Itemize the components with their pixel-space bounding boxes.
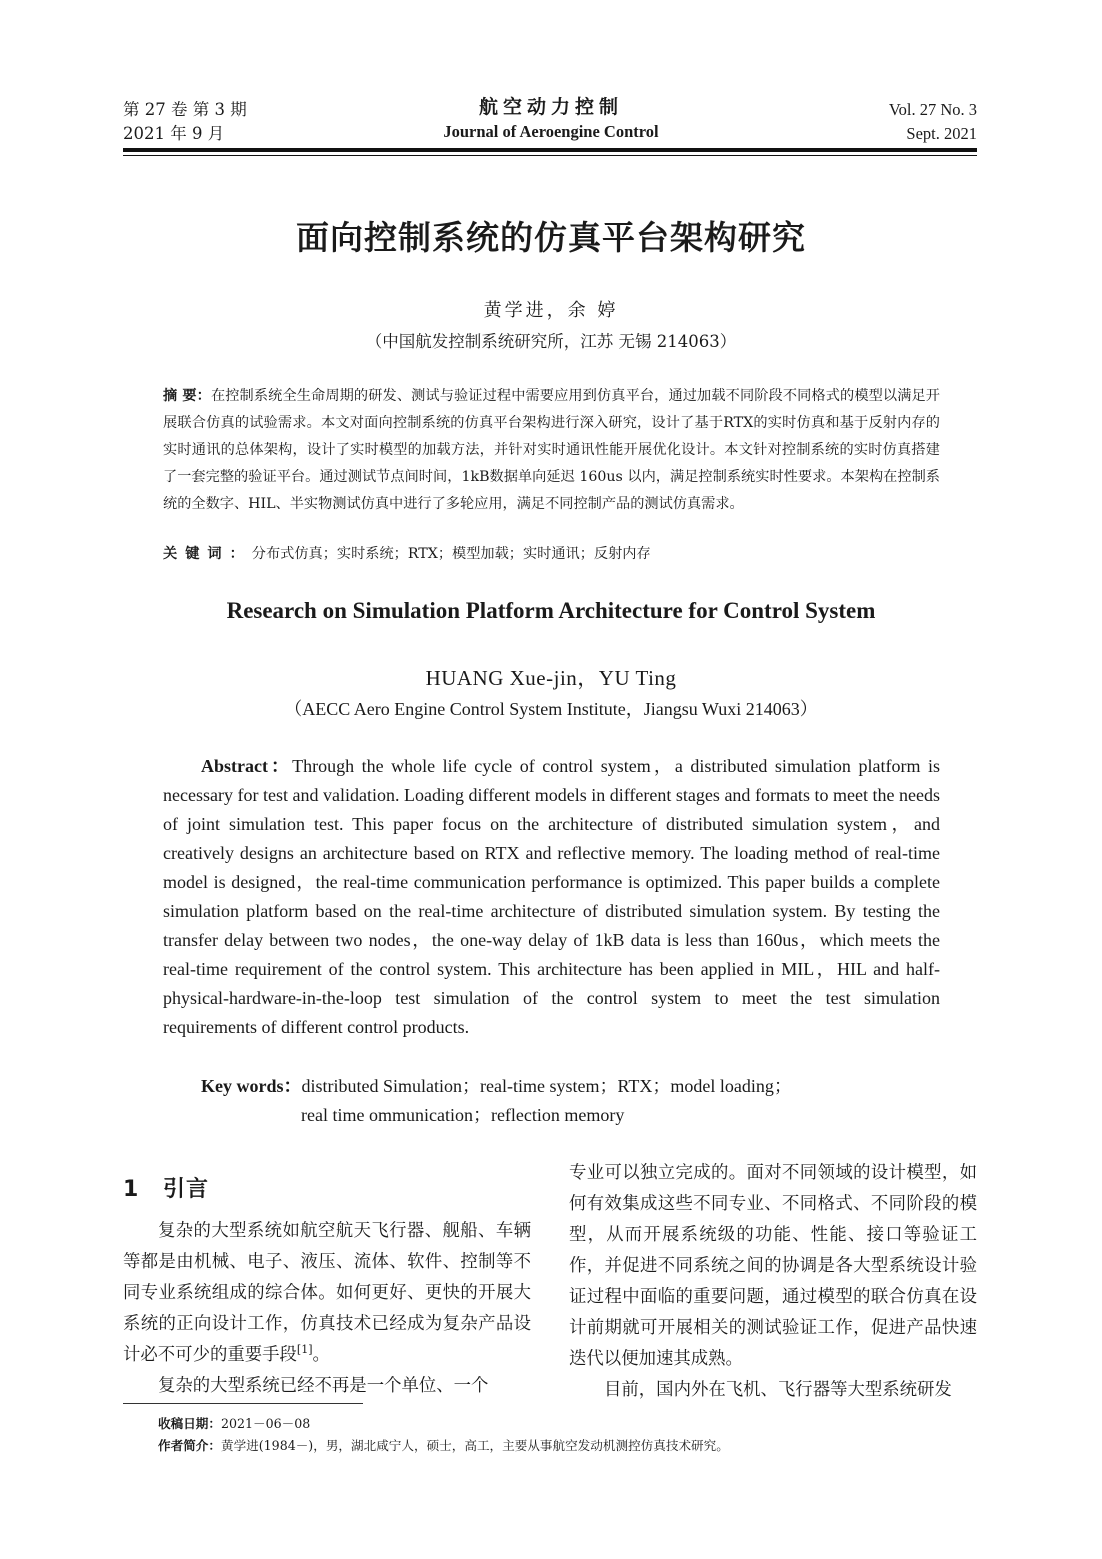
header-rule-thick [123,148,977,152]
section-number: 1 [123,1177,140,1202]
footnote-rule [123,1403,363,1404]
section-title: 引言 [163,1177,210,1202]
body-paragraph [123,1216,531,1371]
abstract-en [163,752,940,1042]
body-column-right [569,1158,977,1406]
header-volume-en: Vol. 27 No. 3 [888,100,977,119]
body-paragraph: 复杂的大型系统已经不再是一个单位、一个 [158,1376,489,1396]
authors-en: HUANG Xue-jin，YU Ting [425,666,677,690]
received-date: 2021－06－08 [220,1416,311,1431]
abstract-en-label: Abstract： [201,756,293,776]
header-date-en: Sept. 2021 [906,124,977,143]
keywords-cn-text: 分布式仿真；实时系统；RTX；模型加载；实时通讯；反射内存 [251,546,651,562]
affiliation-cn: （中国航发控制系统研究所，江苏 无锡 214063） [365,332,737,351]
header-rule-thin [123,155,977,156]
keywords-en [201,1072,792,1130]
body-paragraph: 专业可以独立完成的。面对不同领域的设计模型，如何有效集成这些不同专业、不同格式、不同阶段的模型，从而开展系统级的功能、性能、接口等验证工作，并促进不同系统之间的协调是各大型系统设计验证过程中面临的重要问题，通过模型的联合仿真在设计前期就可开展相关的测试验证工作，促进产品快速迭代以便加速其成熟。 [569,1163,977,1369]
keywords-en-line1: distributed Simulation；real-time system；RTX；model loading； [301,1076,792,1096]
received-label: 收稿日期： [158,1416,221,1431]
paper-title-en: Research on Simulation Platform Architecture for Control System [226,598,876,623]
authors-cn: 黄学进，余 婷 [483,300,619,321]
body-column-left [123,1216,531,1402]
keywords-cn [163,543,940,565]
footnote-author [158,1435,729,1457]
author-bio: 黄学进(1984－)，男，湖北咸宁人，硕士，高工，主要从事航空发动机测控仿真技术研究。 [220,1438,729,1453]
header-date-cn: 2021 年 9 月 [123,124,225,143]
footnote-received [158,1413,310,1435]
body-paragraph: 目前，国内外在飞机、飞行器等大型系统研发 [604,1380,952,1400]
body-text-end: 。 [312,1345,330,1365]
citation-ref: [1] [296,1343,313,1357]
keywords-cn-label: 关键词： [163,546,252,562]
affiliation-en: （AECC Aero Engine Control System Institute，Jiangsu Wuxi 214063） [284,699,818,719]
abstract-cn-label: 摘 要： [163,388,211,404]
section-heading [123,1172,209,1203]
abstract-en-text: Through the whole life cycle of control system，a distributed simulation platform is necessary for test and validation. Loading different models in different stages and formats to meet the needs of joint simulation test. This paper focus on the architecture of distributed simulation system，and creatively designs an architecture based on RTX and reflective memory. The loading method of real-time model is designed，the real-time communication performance is optimized. This paper builds a complete simulation platform based on the real-time architecture of distributed simulation system. By testing the transfer delay between two nodes，the one-way delay of 1kB data is less than 160us，which meets the real-time requirement of the control system. This architecture has been applied in MIL，HIL and half-physical-hardware-in-the-loop test simulation of the control system to meet the test simulation requirements of different control products. [163,756,941,1037]
body-text: 复杂的大型系统如航空航天飞行器、舰船、车辆等都是由机械、电子、液压、流体、软件、控制等不同专业系统组成的综合体。如何更好、更快的开展大系统的正向设计工作，仿真技术已经成为复杂产品设计必不可少的重要手段 [123,1221,531,1365]
header-right [889,98,977,146]
header-volume-cn: 第 27 卷 第 3 期 [123,100,247,119]
keywords-en-line2: real time ommunication；reflection memory [301,1105,625,1125]
keywords-en-label: Key words： [201,1076,302,1096]
journal-name-cn: 航空动力控制 [478,96,623,118]
abstract-cn [163,383,940,518]
paper-title-cn: 面向控制系统的仿真平台架构研究 [296,218,806,257]
abstract-cn-text: 在控制系统全生命周期的研发、测试与验证过程中需要应用到仿真平台，通过加载不同阶段不同格式的模型以满足开展联合仿真的试验需求。本文对面向控制系统的仿真平台架构进行深入研究，设计了基于RTX的实时仿真和基于反射内存的实时通讯的总体架构，设计了实时模型的加载方法，并针对实时通讯性能开展优化设计。本文针对控制系统的实时仿真搭建了一套完整的验证平台。通过测试节点间时间，1kB数据单向延迟 160us 以内，满足控制系统实时性要求。本架构在控制系统的全数字、HIL、半实物测试仿真中进行了多轮应用，满足不同控制产品的测试仿真需求。 [163,388,940,512]
journal-name-en: Journal of Aeroengine Control [443,122,659,141]
author-bio-label: 作者简介： [158,1438,221,1453]
